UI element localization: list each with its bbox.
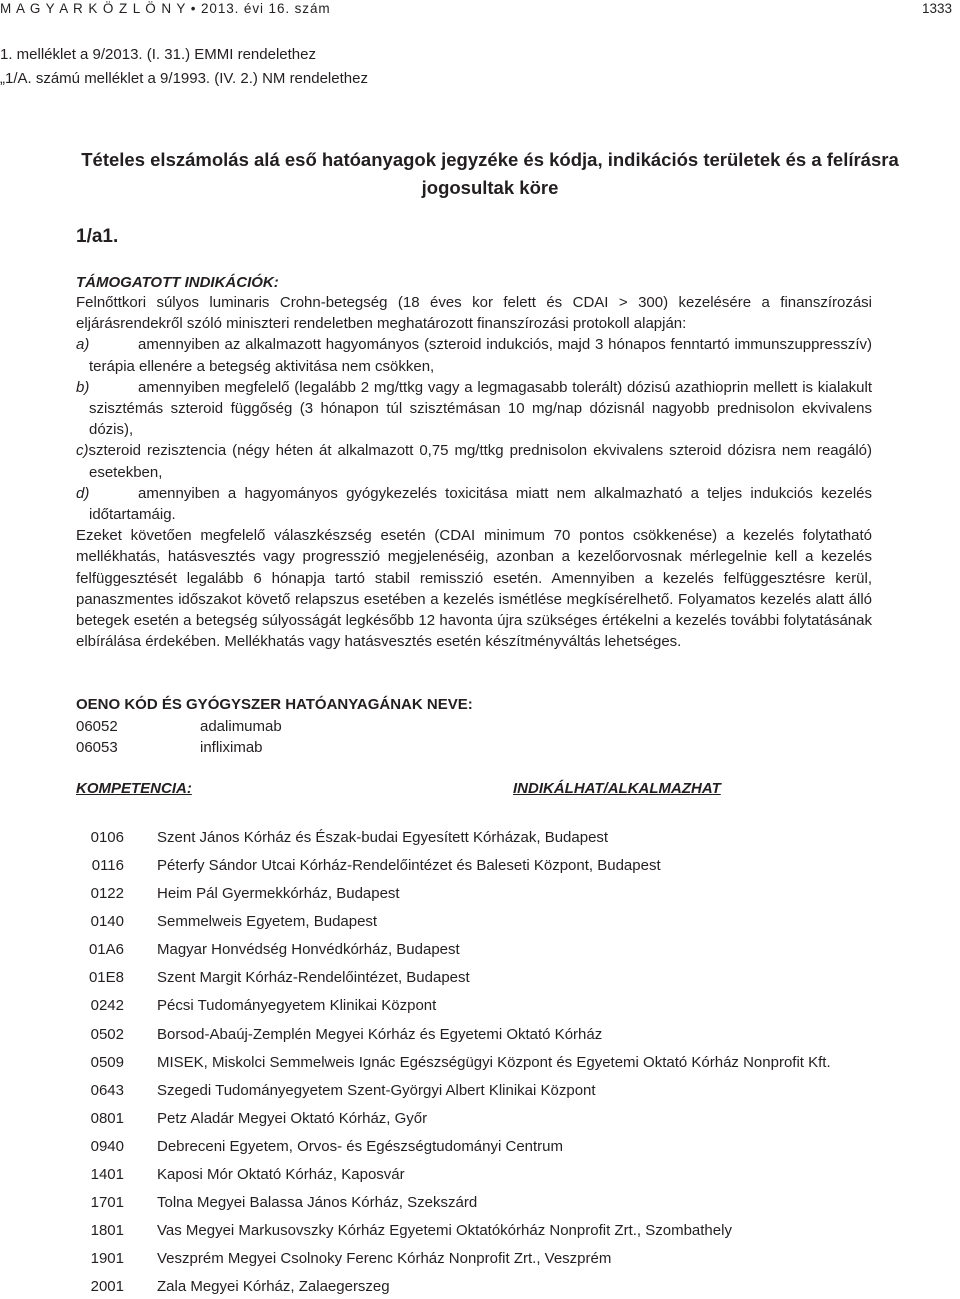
- oeno-heading: OENO KÓD ÉS GYÓGYSZER HATÓANYAGÁNAK NEVE:: [76, 696, 473, 713]
- amended-annex-reference: „1/A. számú melléklet a 9/1993. (IV. 2.) NM rendelethez: [0, 70, 368, 87]
- hospital-code: 0122: [90, 885, 124, 902]
- item-text: amennyiben megfelelő (legalább 2 mg/ttkg vagy a legmagasabb tolerált) dózisú azathioprin mellett is kialakult szisztémás szteroid függőség (3 hónapon túl szisztémásan 10 mg/nap dózisnál nagyobb prednisolon ekvivalens dózis),: [89, 378, 872, 439]
- indication-item: [76, 483, 872, 525]
- drug-name: adalimumab: [200, 718, 282, 735]
- hospital-name: Heim Pál Gyermekkórház, Budapest: [157, 885, 400, 902]
- hospital-code: 0940: [90, 1138, 124, 1155]
- indications-closing: Ezeket követően megfelelő válaszkészség esetén (CDAI minimum 70 pontos csökkenése) a kezelés folytatható mellékhatás, hatásvesztés vagy progresszió megjelenéséig, azonban a kezelőorvosnak mérlegelnie kell a kezelés felfüggesztését legalább 6 hónapja tartó stabil remisszió esetén. Amennyiben a kezelés felfüggesztésre kerül, panaszmentes időszakot követő relapszus esetében a kezelés ismétlése megkísérelhető. Folyamatos kezelés alatt álló betegek esetén a betegség súlyosságát legkésőbb 12 havonta újra szükséges értékelni a kezelés további folytatásának elbírálása érdekében. Mellékhatás vagy hatásvesztés esetén készítményváltás lehetséges.: [76, 527, 872, 651]
- journal-header: M A G Y A R K Ö Z L Ö N Y • 2013. évi 16. szám: [0, 1, 331, 16]
- hospital-code: 0242: [90, 997, 124, 1014]
- prescribe-apply-label: INDIKÁLHAT/ALKALMAZHAT: [513, 780, 721, 797]
- item-marker: b): [76, 378, 90, 396]
- drug-code: 06053: [76, 739, 118, 756]
- item-text: amennyiben a hagyományos gyógykezelés toxicitása miatt nem alkalmazható a teljes indukciós kezelés időtartamáig.: [89, 484, 872, 524]
- hospital-name: Veszprém Megyei Csolnoky Ferenc Kórház Nonprofit Zrt., Veszprém: [157, 1250, 612, 1267]
- hospital-name: Pécsi Tudományegyetem Klinikai Központ: [157, 997, 437, 1014]
- item-text: szteroid rezisztencia (négy héten át alkalmazott 0,75 mg/ttkg prednisolon ekvivalens szteroid dózisra nem reagáló) esetekben,: [88, 442, 872, 481]
- hospital-code: 1801: [90, 1222, 124, 1239]
- item-marker: c): [76, 442, 89, 460]
- hospital-code: 0106: [90, 829, 124, 846]
- annex-reference: 1. melléklet a 9/2013. (I. 31.) EMMI rendelethez: [0, 46, 316, 63]
- hospital-name: Zala Megyei Kórház, Zalaegerszeg: [157, 1278, 390, 1295]
- hospital-name: Péterfy Sándor Utcai Kórház-Rendelőintézet és Baleseti Központ, Budapest: [157, 857, 661, 874]
- indication-item: [76, 440, 872, 482]
- item-marker: d): [76, 484, 90, 502]
- hospital-name: Szent Margit Kórház-Rendelőintézet, Budapest: [157, 969, 470, 986]
- hospital-name: Debreceni Egyetem, Orvos- és Egészségtudományi Centrum: [157, 1138, 564, 1155]
- drug-code: 06052: [76, 718, 118, 735]
- hospital-code: 0116: [91, 857, 124, 874]
- hospital-code: 0140: [90, 913, 124, 930]
- indications-intro: Felnőttkori súlyos luminaris Crohn-betegség (18 éves kor felett és CDAI > 300) kezelésére a finanszírozási eljárásrendekről szóló miniszteri rendeletben meghatározott finanszírozási protokoll alapján:: [76, 294, 872, 333]
- hospital-name: Magyar Honvédség Honvédkórház, Budapest: [157, 941, 460, 958]
- indications-heading: TÁMOGATOTT INDIKÁCIÓK:: [76, 274, 279, 291]
- hospital-name: Szegedi Tudományegyetem Szent-Györgyi Albert Klinikai Központ: [157, 1082, 596, 1099]
- document-title: Tételes elszámolás alá eső hatóanyagok jegyzéke és kódja, indikációs területek és a felírásra jogosultak köre: [81, 149, 899, 198]
- competence-label: KOMPETENCIA:: [76, 780, 192, 797]
- hospital-name: MISEK, Miskolci Semmelweis Ignác Egészségügyi Központ és Egyetemi Oktató Kórház Nonprofit Kft.: [157, 1054, 831, 1071]
- hospital-name: Semmelweis Egyetem, Budapest: [157, 913, 378, 930]
- drug-row: [76, 737, 263, 758]
- hospital-name: Tolna Megyei Balassa János Kórház, Szekszárd: [157, 1194, 478, 1211]
- hospital-code: 1401: [90, 1166, 124, 1183]
- hospital-code: 0643: [90, 1082, 124, 1099]
- hospital-name: Szent János Kórház és Észak-budai Egyesített Kórházak, Budapest: [157, 829, 609, 846]
- indication-item: [76, 377, 872, 441]
- drug-row: [76, 716, 282, 737]
- page-header: [0, 0, 960, 20]
- hospital-code: 01E8: [88, 969, 124, 986]
- item-marker: a): [76, 336, 90, 354]
- hospital-code: 0801: [90, 1110, 124, 1127]
- hospital-code: 0509: [90, 1054, 124, 1071]
- hospital-code: 01A6: [88, 941, 124, 958]
- hospital-code: 1701: [90, 1194, 124, 1211]
- item-text: amennyiben az alkalmazott hagyományos (szteroid indukciós, majd 3 hónapos fenntartó immunszuppresszív) terápia ellenére a betegség aktivitása nem csökken,: [89, 336, 872, 375]
- hospital-code: 0502: [90, 1026, 124, 1043]
- section-code: 1/a1.: [76, 226, 119, 247]
- drug-name: infliximab: [200, 739, 263, 756]
- hospital-name: Borsod-Abaúj-Zemplén Megyei Kórház és Egyetemi Oktató Kórház: [157, 1026, 603, 1043]
- hospital-code: 1901: [90, 1250, 124, 1267]
- hospital-name: Kaposi Mór Oktató Kórház, Kaposvár: [157, 1166, 405, 1183]
- hospital-name: Petz Aladár Megyei Oktató Kórház, Győr: [157, 1110, 428, 1127]
- hospital-name: Vas Megyei Markusovszky Kórház Egyetemi Oktatókórház Nonprofit Zrt., Szombathely: [157, 1222, 732, 1239]
- page-number: 1333: [921, 1, 952, 16]
- indications-body: [76, 292, 872, 652]
- indication-item: [76, 334, 872, 376]
- hospital-code: 2001: [90, 1278, 124, 1295]
